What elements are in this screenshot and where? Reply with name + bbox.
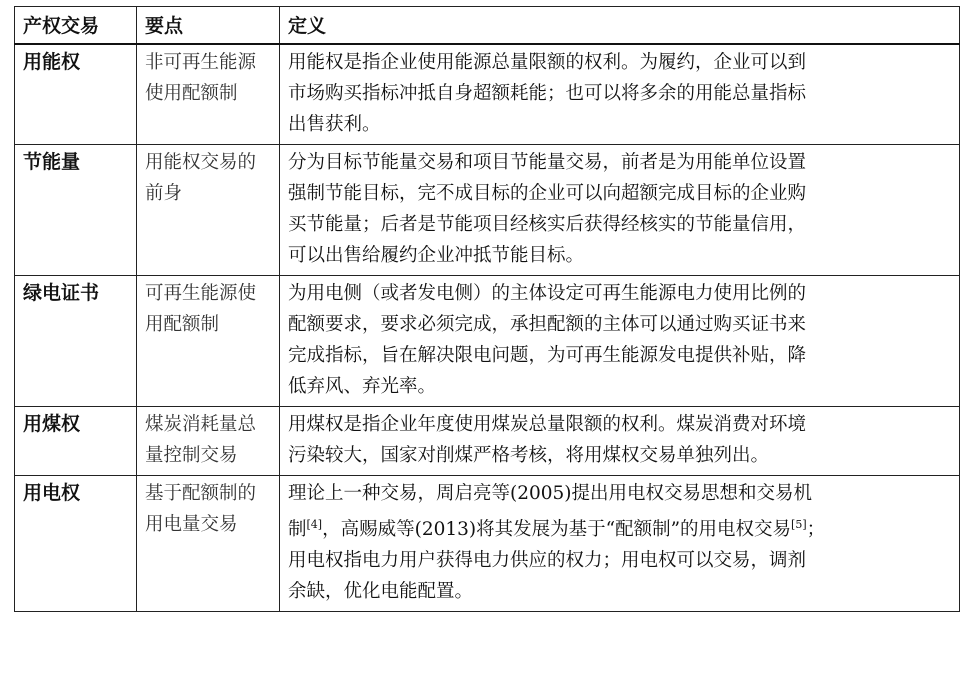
- definition-line: 余缺，优化电能配置。: [288, 581, 474, 603]
- definition-line: 理论上一种交易，周启亮等(2005)提出用电权交易思想和交易机: [288, 483, 813, 504]
- definition-text: 制: [288, 519, 307, 541]
- row-definition: [280, 407, 960, 476]
- definition-line: 配额要求，要求必须完成，承担配额的主体可以通过购买证书来: [288, 314, 807, 335]
- definition-line: [288, 509, 951, 545]
- definition-line: 用煤权是指企业年度使用煤炭总量限额的权利。煤炭消费对环境: [288, 414, 807, 435]
- header-trade: 产权交易: [15, 7, 137, 45]
- definition-line: 完成指标，旨在解决限电问题，为可再生能源发电提供补贴，降: [288, 345, 807, 366]
- header-definition: 定义: [280, 7, 960, 45]
- definition-text: ，高赐威等(2013)将其发展为基于“配额制”的用电权交易: [322, 519, 792, 541]
- row-key-point: 非可再生能源使用配额制: [137, 44, 280, 145]
- table-row: [15, 476, 960, 612]
- table-row: [15, 276, 960, 407]
- row-name: 用煤权: [15, 407, 137, 476]
- citation-ref: [5]: [791, 518, 807, 531]
- row-name: 绿电证书: [15, 276, 137, 407]
- definition-line: 用能权是指企业使用能源总量限额的权利。为履约，企业可以到: [288, 52, 807, 73]
- definition-line: 为用电侧（或者发电侧）的主体设定可再生能源电力使用比例的: [288, 283, 807, 304]
- citation-ref: [4]: [306, 518, 323, 531]
- row-name: 用能权: [15, 44, 137, 145]
- definition-line: 低弃风、弃光率。: [288, 376, 437, 397]
- definition-text: ；: [806, 519, 826, 541]
- header-row: [15, 7, 960, 45]
- definition-line: 可以出售给履约企业冲抵节能目标。: [288, 245, 585, 266]
- header-key-point: 要点: [137, 7, 280, 45]
- row-definition: [280, 276, 960, 407]
- row-name: 节能量: [15, 145, 137, 276]
- row-key-point: 煤炭消耗量总量控制交易: [137, 407, 280, 476]
- row-definition: [280, 476, 960, 612]
- definition-line: 分为目标节能量交易和项目节能量交易，前者是为用能单位设置: [288, 152, 807, 173]
- table-row: [15, 407, 960, 476]
- row-definition: [280, 44, 960, 145]
- row-definition: [280, 145, 960, 276]
- property-rights-table: [14, 6, 960, 612]
- row-key-point: 基于配额制的用电量交易: [137, 476, 280, 612]
- definition-line: 市场购买指标冲抵自身超额耗能；也可以将多余的用能总量指标: [288, 83, 807, 104]
- table-row: [15, 44, 960, 145]
- definition-line: 强制节能目标，完不成目标的企业可以向超额完成目标的企业购: [288, 183, 807, 204]
- definition-line: 买节能量；后者是节能项目经核实后获得经核实的节能量信用，: [288, 214, 807, 235]
- definition-line: 污染较大，国家对削煤严格考核，将用煤权交易单独列出。: [288, 445, 770, 466]
- row-key-point: 可再生能源使用配额制: [137, 276, 280, 407]
- definition-line: 用电权指电力用户获得电力供应的权力；用电权可以交易，调剂: [288, 550, 807, 572]
- row-key-point: 用能权交易的前身: [137, 145, 280, 276]
- definition-line: 出售获利。: [288, 114, 381, 135]
- table-row: [15, 145, 960, 276]
- row-name: 用电权: [15, 476, 137, 612]
